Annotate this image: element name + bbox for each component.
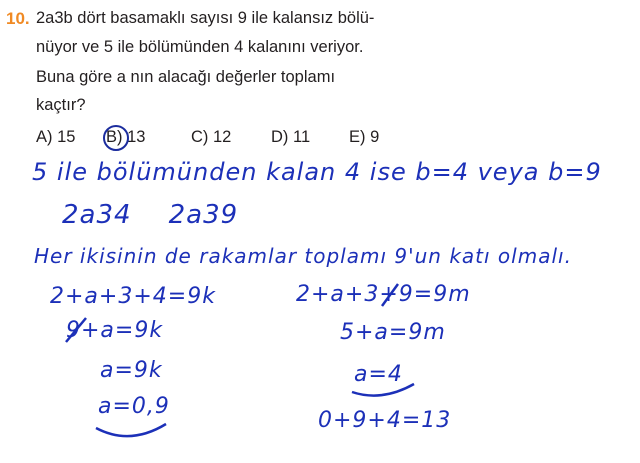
- cross-out-stroke-left: [66, 318, 86, 342]
- choice-d[interactable]: D) 11: [271, 128, 311, 146]
- choice-a[interactable]: A) 15: [36, 128, 76, 146]
- solution-right-4: 0+9+4=13: [318, 408, 452, 433]
- question-number: 10.: [6, 9, 30, 28]
- underline-swoosh-left: [96, 424, 166, 436]
- solution-left-4: a=0,9: [98, 394, 170, 419]
- question-line-2: nüyor ve 5 ile bölümünden 4 kalanını veriyor.: [36, 38, 364, 56]
- solution-line-3: Her ikisinin de rakamlar toplamı 9'un katı olmalı.: [34, 244, 572, 268]
- solution-right-1: 2+a+3+9=9m: [296, 282, 471, 307]
- cross-out-stroke-right: [382, 284, 398, 306]
- choice-b[interactable]: B) 13: [106, 128, 146, 146]
- solution-right-3: a=4: [354, 362, 403, 387]
- underline-swoosh-right: [352, 384, 414, 396]
- question-line-1: 2a3b dört basamaklı sayısı 9 ile kalansız bölü-: [36, 9, 375, 27]
- choice-e[interactable]: E) 9: [349, 128, 380, 146]
- solution-line-2: 2a34 2a39: [62, 200, 239, 230]
- solution-left-2: 9+a=9k: [66, 318, 164, 343]
- choice-c[interactable]: C) 12: [191, 128, 232, 146]
- solution-left-1: 2+a+3+4=9k: [50, 284, 216, 309]
- solution-right-2: 5+a=9m: [340, 320, 446, 345]
- solution-line-1: 5 ile bölümünden kalan 4 ise b=4 veya b=9: [32, 158, 602, 186]
- question-line-4: kaçtır?: [36, 96, 86, 114]
- solution-left-3: a=9k: [100, 358, 163, 383]
- question-line-3: Buna göre a nın alacağı değerler toplamı: [36, 68, 336, 86]
